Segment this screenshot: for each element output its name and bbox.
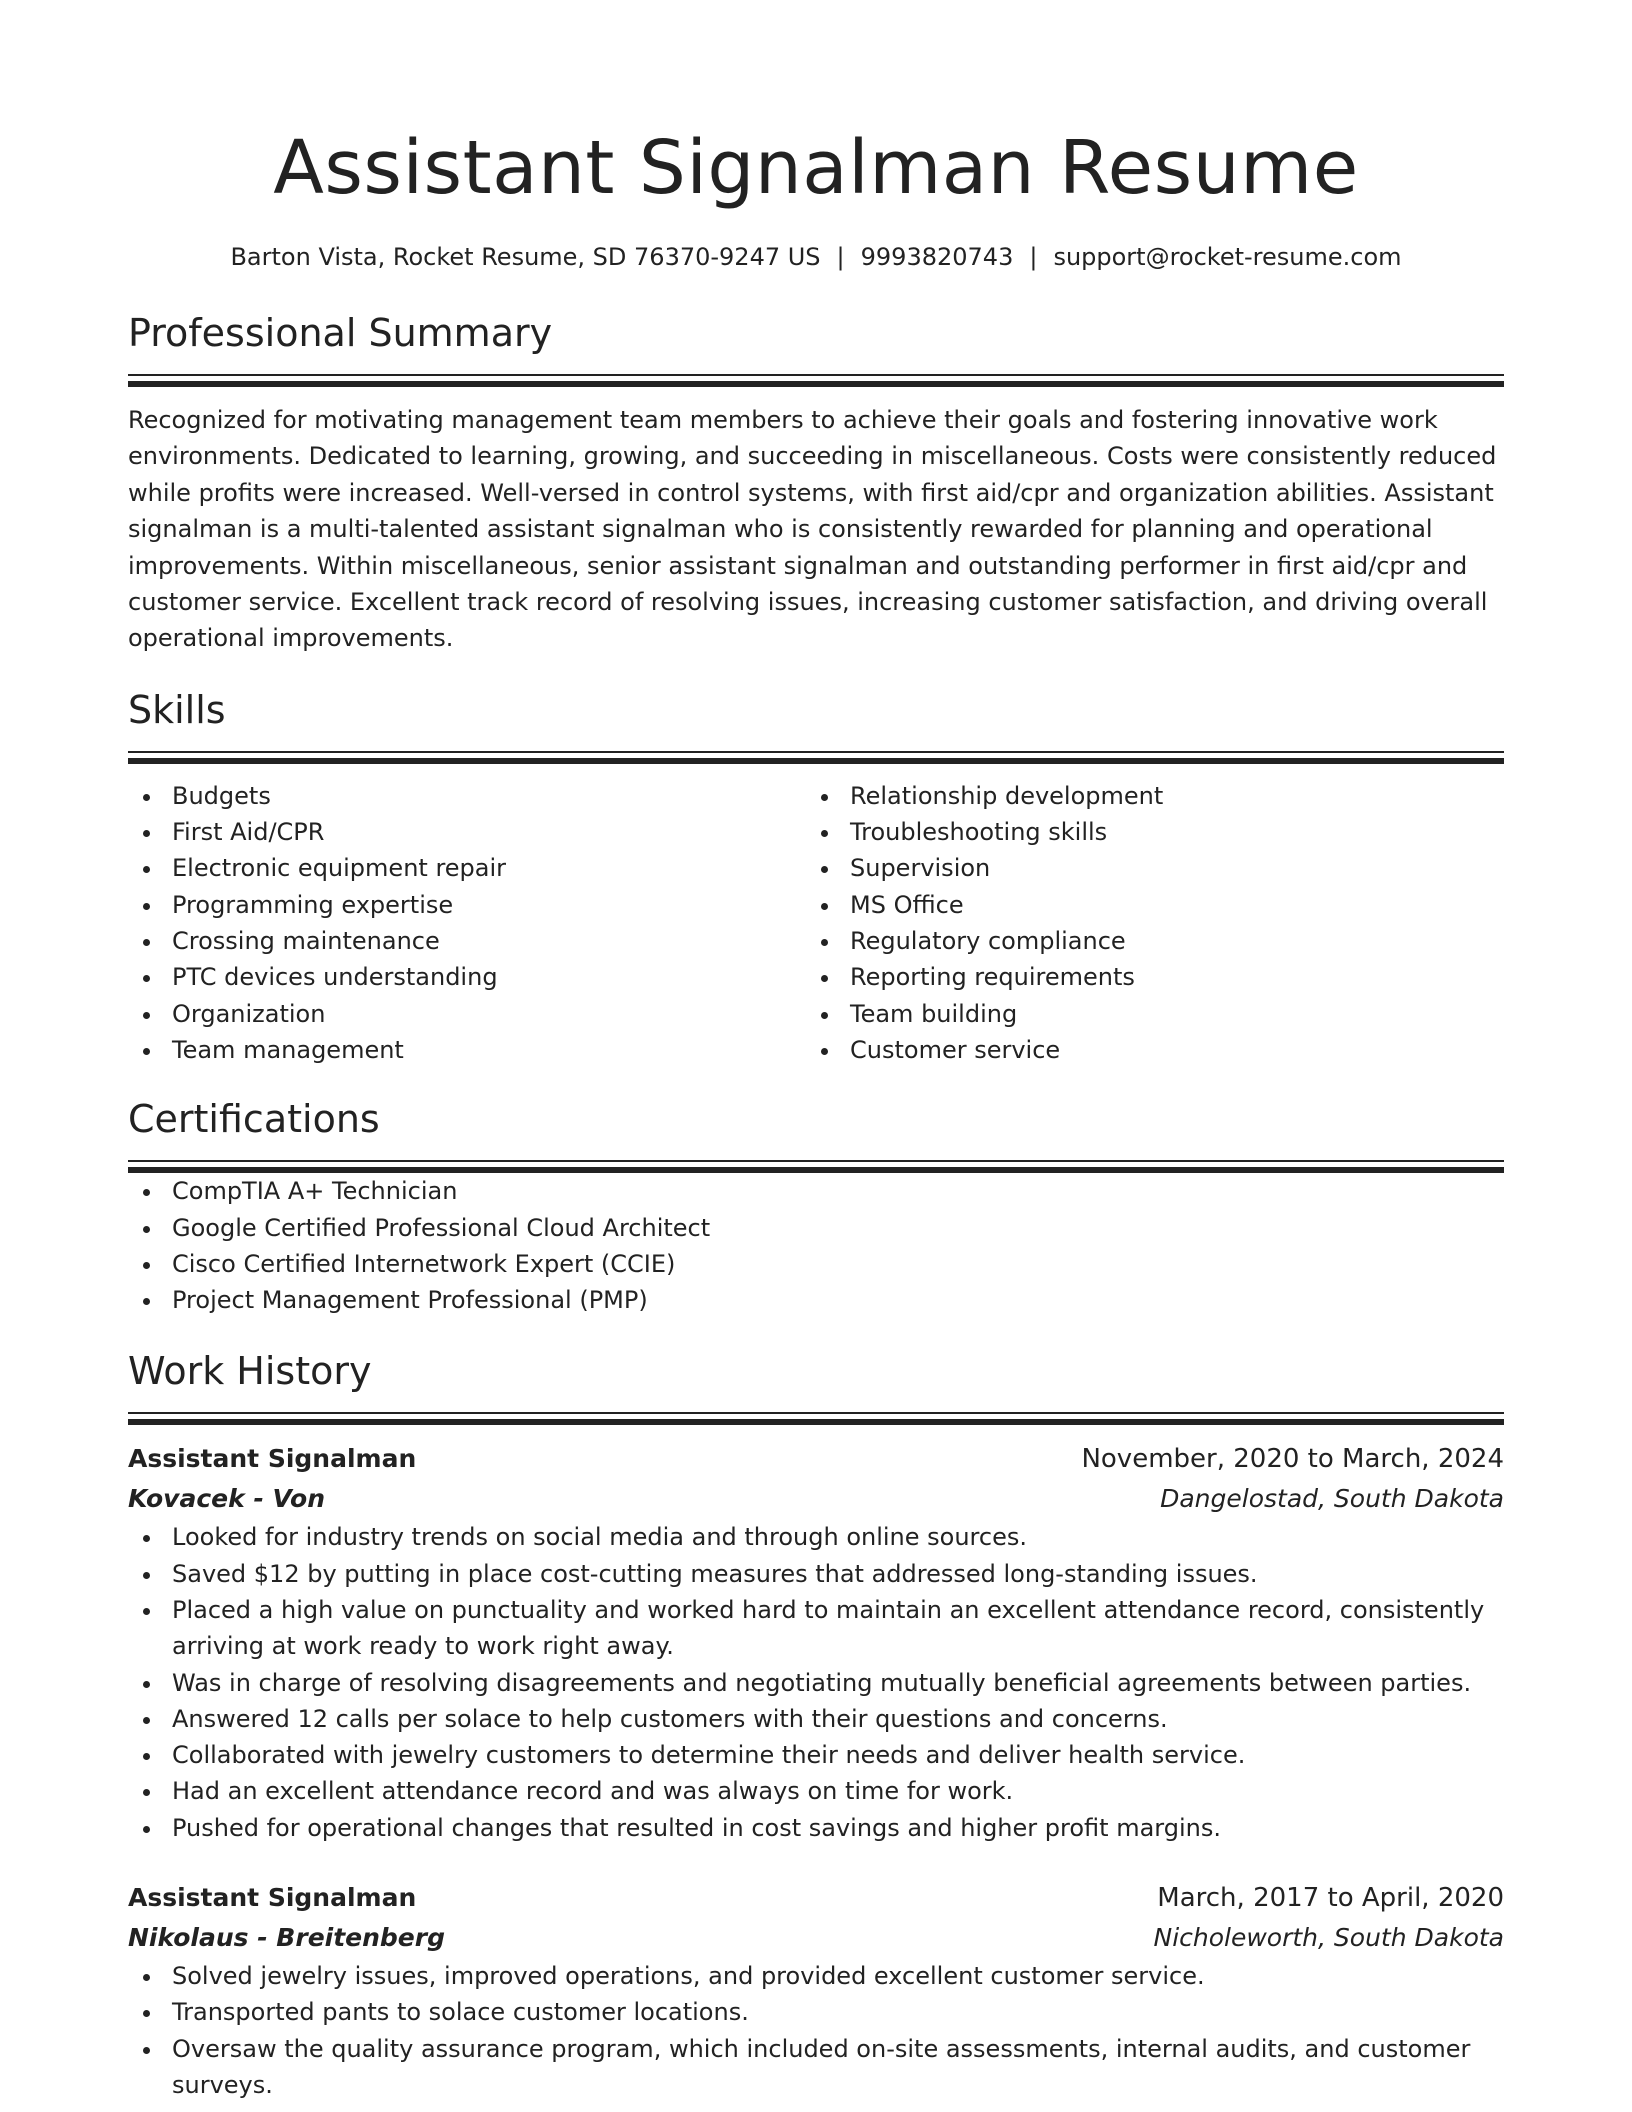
contact-phone: 9993820743 xyxy=(860,243,1014,271)
job-subheader-row xyxy=(128,1918,1504,1958)
skill-item: Organization xyxy=(128,996,806,1032)
contact-separator: | xyxy=(836,243,845,271)
skill-item: Supervision xyxy=(806,850,1484,886)
job-bullet: Collaborated with jewelry customers to determine their needs and deliver health service. xyxy=(128,1737,1504,1773)
skill-item: Electronic equipment repair xyxy=(128,850,806,886)
skill-item: Customer service xyxy=(806,1032,1484,1068)
job-bullet: Had an excellent attendance record and was always on time for work. xyxy=(128,1773,1504,1809)
job-bullet: Was in charge of resolving disagreements and negotiating mutually beneficial agreements between parties. xyxy=(128,1665,1504,1701)
skill-item: PTC devices understanding xyxy=(128,959,806,995)
certification-item: CompTIA A+ Technician xyxy=(128,1173,1504,1209)
contact-address: Barton Vista, Rocket Resume, SD 76370-9247 US xyxy=(230,243,821,271)
resume-title: Assistant Signalman Resume xyxy=(273,125,1359,211)
job-bullet-list xyxy=(128,1519,1504,1846)
contact-line xyxy=(128,240,1504,274)
section-divider xyxy=(128,751,1504,753)
job-bullet: Saved $12 by putting in place cost-cutting measures that addressed long-standing issues. xyxy=(128,1556,1504,1592)
job-company: Nikolaus - Breitenberg xyxy=(128,1923,445,1953)
skill-item: Team building xyxy=(806,996,1484,1032)
section-divider xyxy=(128,1412,1504,1414)
skill-item: Regulatory compliance xyxy=(806,923,1484,959)
job-bullet: Pushed for operational changes that resulted in cost savings and higher profit margins. xyxy=(128,1810,1504,1846)
job-bullet: Looked for industry trends on social media and through online sources. xyxy=(128,1519,1504,1555)
job-title: Assistant Signalman xyxy=(128,1444,417,1474)
certifications-section xyxy=(128,1094,1504,1318)
skill-item: Crossing maintenance xyxy=(128,923,806,959)
section-divider xyxy=(128,374,1504,376)
job-dates: November, 2020 to March, 2024 xyxy=(1081,1444,1504,1475)
certification-item: Google Certified Professional Cloud Architect xyxy=(128,1210,1504,1246)
job-header-row xyxy=(128,1439,1504,1479)
certification-item: Project Management Professional (PMP) xyxy=(128,1282,1504,1318)
skills-list-left xyxy=(128,778,806,1068)
job-bullet: Oversaw the quality assurance program, which included on-site assessments, internal audits, and customer surveys. xyxy=(128,2031,1504,2104)
skills-section xyxy=(128,685,1504,1068)
job-company: Kovacek - Von xyxy=(128,1484,326,1514)
job-bullet: Answered 12 calls per solace to help customers with their questions and concerns. xyxy=(128,1701,1504,1737)
skill-item: First Aid/CPR xyxy=(128,814,806,850)
job-bullet: Solved jewelry issues, improved operations, and provided excellent customer service. xyxy=(128,1958,1504,1994)
job-dates: March, 2017 to April, 2020 xyxy=(1157,1883,1504,1914)
certifications-heading: Certifications xyxy=(128,1097,380,1142)
certification-item: Cisco Certified Internetwork Expert (CCIE) xyxy=(128,1246,1504,1282)
work-history-heading: Work History xyxy=(128,1349,372,1394)
resume-page xyxy=(128,0,1504,2103)
job-bullet: Placed a high value on punctuality and worked hard to maintain an excellent attendance record, consistently arriving at work ready to work right away. xyxy=(128,1592,1504,1665)
contact-email: support@rocket-resume.com xyxy=(1053,243,1402,271)
section-divider xyxy=(128,1160,1504,1162)
job-location: Nicholeworth, South Dakota xyxy=(1153,1923,1504,1953)
contact-separator: | xyxy=(1029,243,1038,271)
job-entry xyxy=(128,1878,1504,2103)
skill-item: Reporting requirements xyxy=(806,959,1484,995)
skill-item: Team management xyxy=(128,1032,806,1068)
job-header-row xyxy=(128,1878,1504,1918)
skills-list-right xyxy=(806,778,1484,1068)
section-divider-thick xyxy=(128,1419,1504,1425)
job-bullet: Transported pants to solace customer locations. xyxy=(128,1994,1504,2030)
summary-heading: Professional Summary xyxy=(128,311,553,355)
skill-item: Troubleshooting skills xyxy=(806,814,1484,850)
section-divider-thick xyxy=(128,758,1504,764)
job-entry xyxy=(128,1439,1504,1846)
summary-text: Recognized for motivating management team members to achieve their goals and fostering innovative work environments. Dedicated to learning, growing, and succeeding in miscellaneous. Costs were consistently reduced while profits were increased. Well-versed in control systems, with first aid/cpr and organization abilities. Assistant signalman is a multi-talented assistant signalman who is consistently rewarded for planning and operational improvements. Within miscellaneous, senior assistant signalman and outstanding performer in first aid/cpr and customer service. Excellent track record of resolving issues, increasing customer satisfaction, and driving overall operational improvements. xyxy=(128,406,1497,653)
skills-grid xyxy=(128,778,1504,1068)
skill-item: MS Office xyxy=(806,887,1484,923)
job-location: Dangelostad, South Dakota xyxy=(1160,1484,1504,1514)
skill-item: Relationship development xyxy=(806,778,1484,814)
work-history-section xyxy=(128,1346,1504,2103)
skill-item: Budgets xyxy=(128,778,806,814)
job-subheader-row xyxy=(128,1479,1504,1519)
job-title: Assistant Signalman xyxy=(128,1883,417,1913)
summary-section xyxy=(128,308,1504,657)
skill-item: Programming expertise xyxy=(128,887,806,923)
job-bullet-list xyxy=(128,1958,1504,2103)
skills-heading: Skills xyxy=(128,687,226,732)
certifications-list xyxy=(128,1173,1504,1318)
section-divider-thick xyxy=(128,381,1504,387)
